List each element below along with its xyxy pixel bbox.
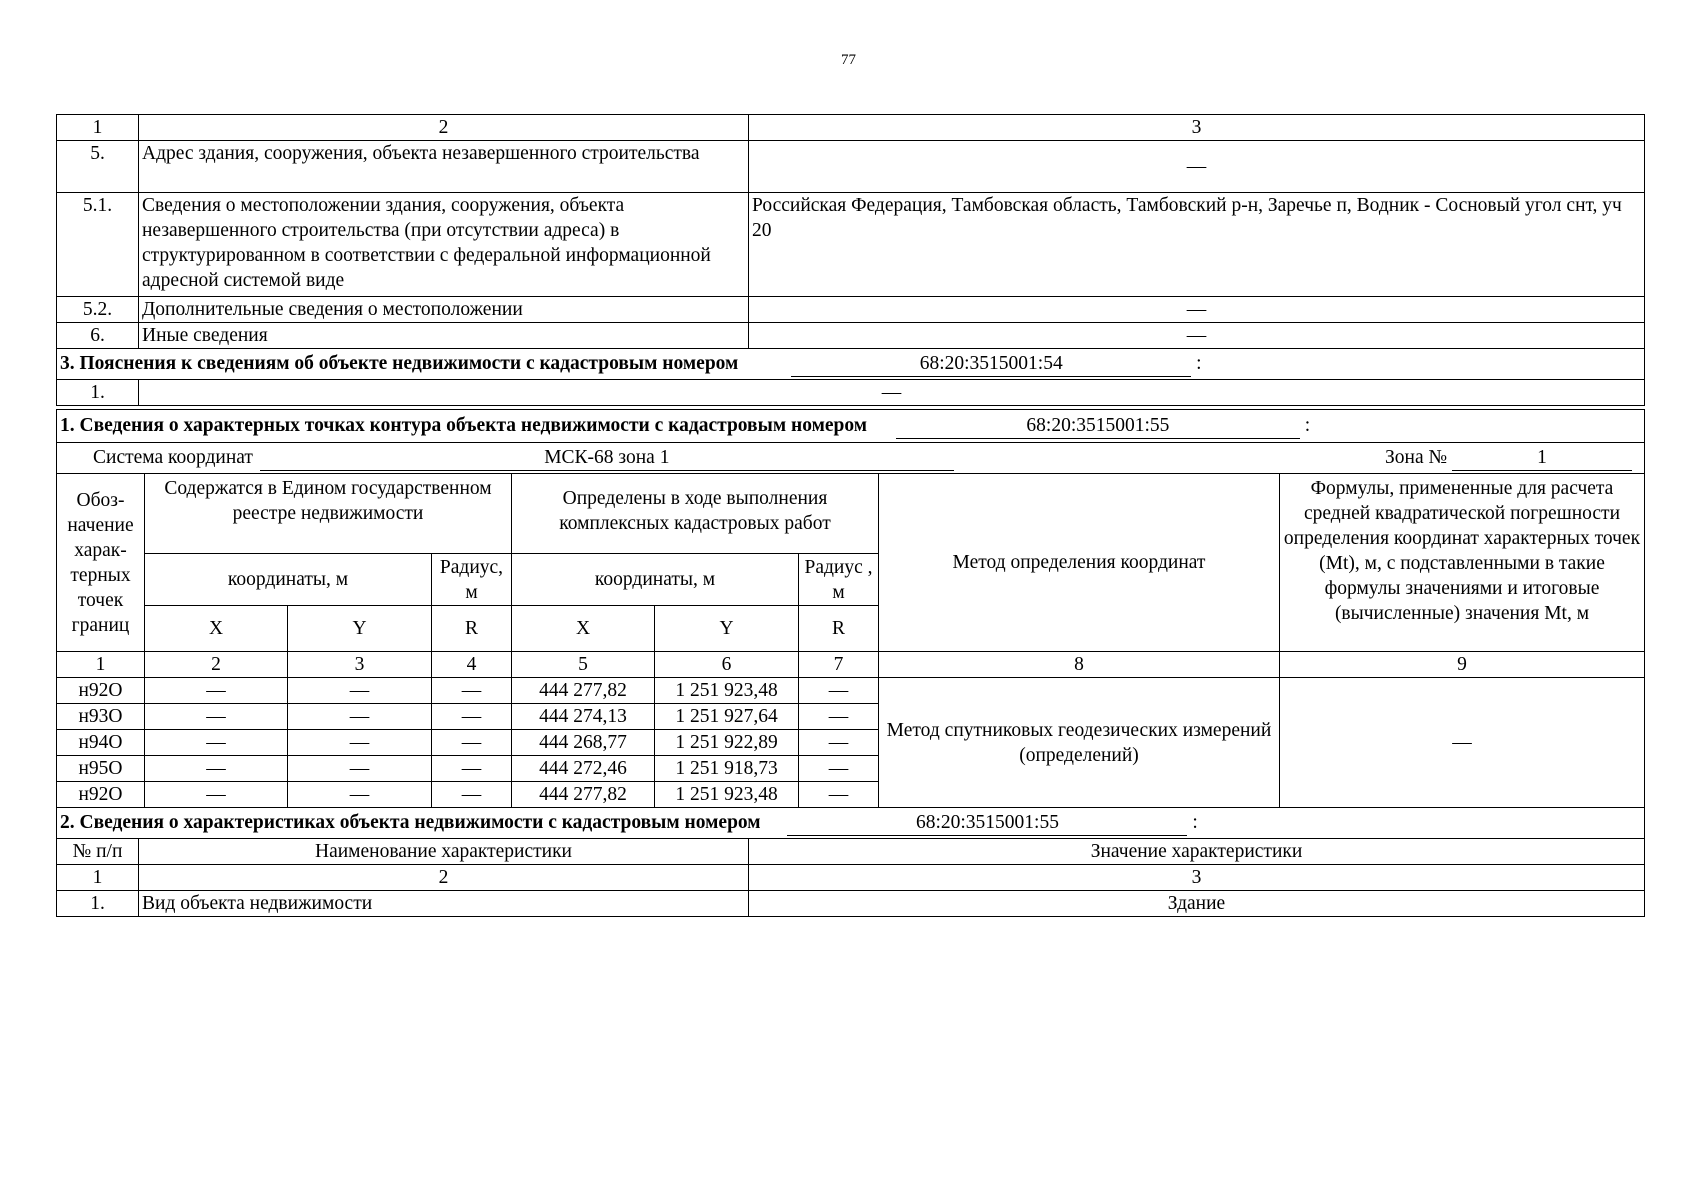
col-number: 6: [655, 652, 799, 678]
col-number: 2: [139, 115, 749, 141]
r-value: —: [799, 756, 879, 782]
coordinate-system-row: [57, 443, 1645, 474]
col-number: 8: [879, 652, 1280, 678]
y-egrn: —: [288, 756, 432, 782]
y-egrn: —: [288, 782, 432, 808]
coordinate-system-value: МСК-68 зона 1: [260, 445, 954, 471]
point-id: н93О: [57, 704, 145, 730]
point-id: н92О: [57, 678, 145, 704]
table-row: [57, 380, 1645, 406]
col-number: 3: [288, 652, 432, 678]
name-header: Наименование характеристики: [139, 839, 749, 865]
col-number: 1: [57, 115, 139, 141]
radius-header: Радиус , м: [799, 554, 879, 606]
cadastral-number: 68:20:3515001:55: [787, 810, 1187, 836]
r-egrn: —: [432, 730, 512, 756]
row-value: —: [749, 141, 1645, 193]
r-value: —: [799, 782, 879, 808]
col-number: 2: [139, 865, 749, 891]
x-egrn: —: [145, 730, 288, 756]
column-number-row: [57, 652, 1645, 678]
coordinate-system-label: Система координат: [93, 447, 253, 468]
cadastral-sheet: [56, 114, 1645, 917]
r-egrn: —: [432, 678, 512, 704]
section-3-title: 3. Пояснения к сведениям об объекте недвижимости с кадастровым номером: [60, 353, 739, 374]
section-1-title: 1. Сведения о характерных точках контура объекта недвижимости с кадастровым номером: [60, 415, 868, 436]
x-egrn: —: [145, 678, 288, 704]
value-header: Значение характеристики: [749, 839, 1645, 865]
object-info-table: [56, 114, 1645, 410]
egrn-header: Содержатся в Едином государственном реестре недвижимости: [145, 474, 512, 554]
row-value: Российская Федерация, Тамбовская область, Тамбовский р-н, Заречье п, Водник - Сосновый угол снт, уч 20: [749, 193, 1645, 297]
page-number: 77: [841, 52, 856, 68]
r-egrn: —: [432, 704, 512, 730]
x-value: 444 272,46: [512, 756, 655, 782]
row-number: 6.: [57, 323, 139, 349]
colon: :: [1192, 812, 1198, 833]
col-number: 1: [57, 865, 139, 891]
section-1-header-row: [57, 410, 1645, 443]
y-value: 1 251 922,89: [655, 730, 799, 756]
point-id: н94О: [57, 730, 145, 756]
point-id: н95О: [57, 756, 145, 782]
y-header: Y: [288, 606, 432, 652]
formula-value: —: [1280, 678, 1645, 808]
x-egrn: —: [145, 782, 288, 808]
table-row: [57, 678, 1645, 704]
x-header: X: [512, 606, 655, 652]
r-value: —: [799, 678, 879, 704]
method-header: Метод определения координат: [879, 474, 1280, 652]
row-name: Иные сведения: [139, 323, 749, 349]
points-table: [56, 409, 1645, 808]
row-name: Сведения о местоположении здания, сооружения, объекта незавершенного строительства (при отсутствии адреса) в структурированном в соответствии с федеральной информационной адресной системой виде: [139, 193, 749, 297]
column-number-row: [57, 115, 1645, 141]
characteristics-table: [56, 807, 1645, 917]
y-value: 1 251 918,73: [655, 756, 799, 782]
colon: :: [1304, 415, 1311, 436]
row-value: Здание: [749, 891, 1645, 917]
zone-value: 1: [1452, 445, 1632, 471]
row-number: 5.1.: [57, 193, 139, 297]
header-row: [57, 839, 1645, 865]
r-header: R: [432, 606, 512, 652]
coords-header: координаты, м: [512, 554, 799, 606]
row-value: —: [139, 380, 1645, 406]
radius-header: Радиус, м: [432, 554, 512, 606]
point-id: н92О: [57, 782, 145, 808]
y-value: 1 251 923,48: [655, 782, 799, 808]
col-number: 4: [432, 652, 512, 678]
cadastral-number: 68:20:3515001:55: [896, 413, 1300, 439]
table-row: [57, 193, 1645, 297]
x-egrn: —: [145, 756, 288, 782]
x-egrn: —: [145, 704, 288, 730]
row-name: Дополнительные сведения о местоположении: [139, 297, 749, 323]
col-number: 2: [145, 652, 288, 678]
row-number: 5.: [57, 141, 139, 193]
row-value: —: [749, 323, 1645, 349]
row-number: 1.: [57, 380, 139, 406]
coords-header: координаты, м: [145, 554, 432, 606]
row-number: 5.2.: [57, 297, 139, 323]
col-number: 3: [749, 865, 1645, 891]
r-value: —: [799, 730, 879, 756]
row-name: Вид объекта недвижимости: [139, 891, 749, 917]
section-2-header-row: [57, 808, 1645, 839]
col-number: 7: [799, 652, 879, 678]
section-3-header-row: [57, 349, 1645, 380]
row-number: 1.: [57, 891, 139, 917]
cadastral-number: 68:20:3515001:54: [791, 351, 1191, 377]
zone-label: Зона №: [1385, 447, 1448, 468]
y-value: 1 251 923,48: [655, 678, 799, 704]
y-egrn: —: [288, 704, 432, 730]
x-value: 444 277,82: [512, 782, 655, 808]
kkr-header: Определены в ходе выполнения комплексных кадастровых работ: [512, 474, 879, 554]
x-header: X: [145, 606, 288, 652]
y-egrn: —: [288, 730, 432, 756]
row-name: Адрес здания, сооружения, объекта незавершенного строительства: [139, 141, 749, 193]
r-egrn: —: [432, 756, 512, 782]
section-2-title: 2. Сведения о характеристиках объекта недвижимости с кадастровым номером: [60, 812, 761, 833]
formulas-header: Формулы, примененные для расчета средней квадратической погрешности определения координат характерных точек (Mt), м, с подставленными в такие формулы значениями и итоговые (вычисленные) значения Mt, м: [1280, 474, 1645, 652]
r-header: R: [799, 606, 879, 652]
column-number-row: [57, 865, 1645, 891]
table-row: [57, 297, 1645, 323]
table-row: [57, 141, 1645, 193]
col-number: 3: [749, 115, 1645, 141]
x-value: 444 274,13: [512, 704, 655, 730]
x-value: 444 277,82: [512, 678, 655, 704]
row-value: —: [749, 297, 1645, 323]
point-header: Обоз-начение харак-терных точек границ: [57, 474, 145, 652]
colon: :: [1196, 353, 1202, 374]
table-row: [57, 891, 1645, 917]
method-value: Метод спутниковых геодезических измерений (определений): [879, 678, 1280, 808]
y-value: 1 251 927,64: [655, 704, 799, 730]
col-number: 9: [1280, 652, 1645, 678]
num-header: № п/п: [57, 839, 139, 865]
r-egrn: —: [432, 782, 512, 808]
x-value: 444 268,77: [512, 730, 655, 756]
table-row: [57, 323, 1645, 349]
y-egrn: —: [288, 678, 432, 704]
header-row-1: [57, 474, 1645, 554]
r-value: —: [799, 704, 879, 730]
col-number: 1: [57, 652, 145, 678]
col-number: 5: [512, 652, 655, 678]
y-header: Y: [655, 606, 799, 652]
